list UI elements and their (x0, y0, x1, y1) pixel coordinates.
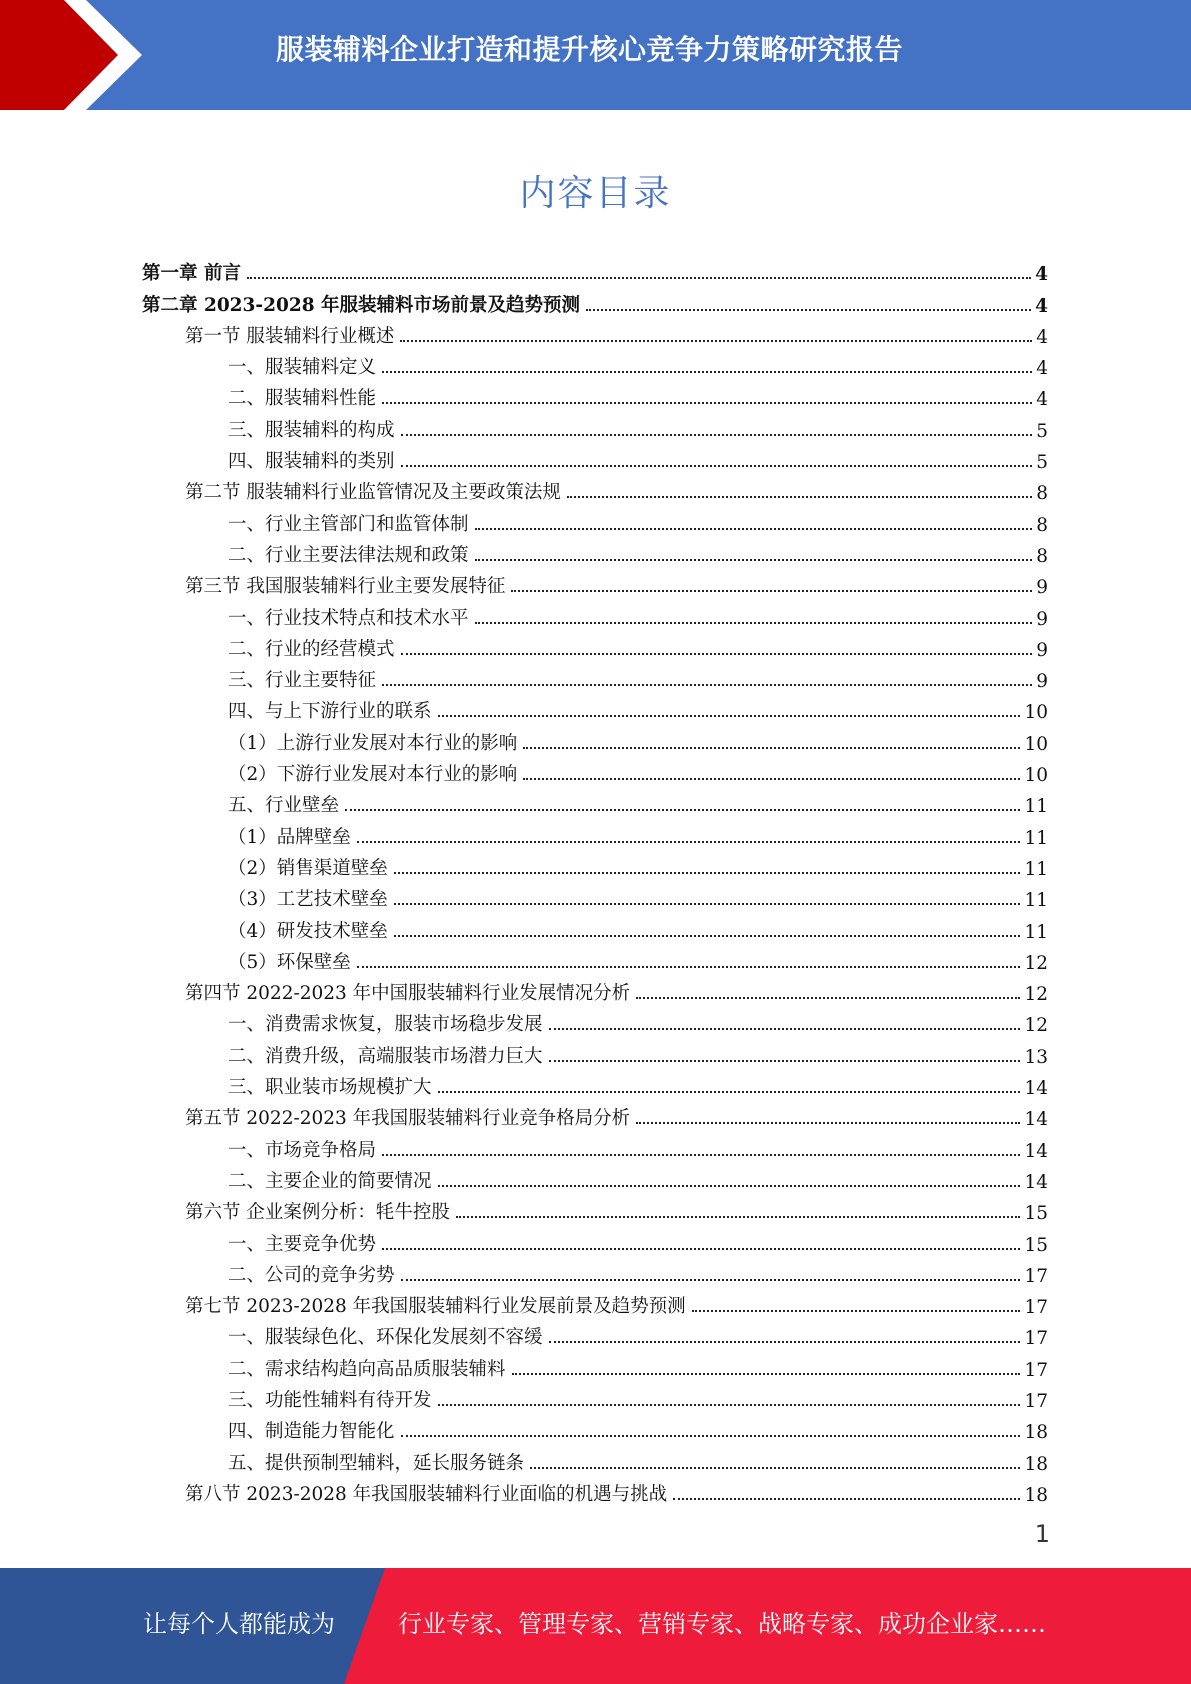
toc-entry[interactable] (142, 911, 1048, 942)
footer-slogan-right: 行业专家、管理专家、营销专家、战略专家、成功企业家…… (398, 1610, 1046, 1638)
toc-entry-title: （5）环保壁垒 (228, 951, 351, 973)
toc-entry-page: 18 (1024, 1453, 1048, 1475)
toc-entry-page: 9 (1036, 671, 1048, 693)
toc-dot-leader (247, 277, 1031, 279)
toc-dot-leader (673, 1498, 1020, 1500)
toc-entry-title: 第四节 2022-2023 年中国服装辅料行业发展情况分析 (185, 983, 631, 1005)
toc-entry-title: 五、行业壁垒 (228, 795, 340, 817)
toc-entry-title: （3）工艺技术壁垒 (228, 889, 388, 911)
toc-dot-leader (357, 966, 1021, 968)
toc-entry-page: 11 (1024, 858, 1048, 880)
toc-entry-title: 二、主要企业的简要情况 (228, 1170, 432, 1192)
toc-entry-title: 一、消费需求恢复，服装市场稳步发展 (228, 1014, 543, 1036)
toc-entry[interactable] (142, 630, 1048, 661)
toc-entry-title: 一、服装辅料定义 (228, 357, 377, 379)
toc-entry-title: 一、主要竞争优势 (228, 1233, 377, 1255)
toc-entry[interactable] (142, 974, 1048, 1005)
toc-dot-leader (357, 841, 1021, 843)
toc-entry[interactable] (142, 692, 1048, 723)
toc-entry-page: 17 (1024, 1265, 1048, 1287)
toc-dot-leader (523, 778, 1020, 780)
toc-dot-leader (636, 1122, 1020, 1124)
toc-entry-title: （1）品牌壁垒 (228, 826, 351, 848)
toc-entry-title: 二、公司的竞争劣势 (228, 1264, 395, 1286)
toc-entry-title: 二、行业的经营模式 (228, 638, 395, 660)
toc-dot-leader (636, 997, 1020, 999)
toc-entry[interactable] (142, 567, 1048, 598)
toc-entry[interactable] (142, 1130, 1048, 1161)
chevron-logo-icon (0, 0, 160, 110)
report-title: 服装辅料企业打造和提升核心竞争力策略研究报告 (276, 33, 904, 66)
toc-entry[interactable] (142, 1318, 1048, 1349)
toc-entry-page: 4 (1036, 358, 1048, 380)
toc-entry-title: 第七节 2023-2028 年我国服装辅料行业发展前景及趋势预测 (185, 1296, 686, 1318)
toc-entry[interactable] (142, 1381, 1048, 1412)
toc-dot-leader (456, 1216, 1021, 1218)
toc-entry-page: 14 (1024, 1140, 1048, 1162)
toc-entry-page: 15 (1024, 1203, 1048, 1225)
toc-entry[interactable] (142, 880, 1048, 911)
toc-entry-title: 第五节 2022-2023 年我国服装辅料行业竞争格局分析 (185, 1108, 631, 1130)
footer-slogan-left: 让每个人都能成为 (143, 1610, 335, 1638)
toc-entry-page: 17 (1024, 1359, 1048, 1381)
toc-entry[interactable] (142, 1443, 1048, 1474)
toc-dot-leader (512, 1373, 1021, 1375)
toc-dot-leader (549, 1060, 1021, 1062)
toc-dot-leader (394, 872, 1021, 874)
toc-entry[interactable] (142, 817, 1048, 848)
toc-dot-leader (438, 1091, 1021, 1093)
toc-dot-leader (692, 1310, 1021, 1312)
toc-entry-page: 8 (1036, 514, 1048, 536)
toc-entry-page: 15 (1024, 1234, 1048, 1256)
toc-entry[interactable] (142, 1005, 1048, 1036)
toc-dot-leader (438, 715, 1021, 717)
toc-entry[interactable] (142, 1162, 1048, 1193)
toc-entry-page: 13 (1024, 1046, 1048, 1068)
toc-entry-title: 五、提供预制型辅料，延长服务链条 (228, 1452, 525, 1474)
toc-entry-page: 10 (1024, 702, 1048, 724)
toc-entry-page: 11 (1024, 827, 1048, 849)
toc-entry-page: 11 (1024, 921, 1048, 943)
toc-dot-leader (382, 1248, 1020, 1250)
toc-entry-title: 二、行业主要法律法规和政策 (228, 544, 469, 566)
toc-entry-page: 8 (1036, 483, 1048, 505)
toc-entry-page: 4 (1035, 264, 1048, 286)
toc-entry[interactable] (142, 786, 1048, 817)
toc-entry-page: 12 (1024, 1015, 1048, 1037)
toc-entry[interactable] (142, 1068, 1048, 1099)
toc-entry-title: 第二章 2023-2028 年服装辅料市场前景及趋势预测 (142, 294, 581, 316)
toc-entry-page: 18 (1024, 1422, 1048, 1444)
toc-entry-page: 9 (1036, 577, 1048, 599)
toc-entry-title: （2）销售渠道壁垒 (228, 857, 388, 879)
toc-entry-title: （1）上游行业发展对本行业的影响 (228, 732, 518, 754)
toc-entry[interactable] (142, 379, 1048, 410)
toc-entry-page: 11 (1024, 890, 1048, 912)
header-banner (0, 0, 1191, 110)
toc-entry[interactable] (142, 473, 1048, 504)
toc-dot-leader (382, 1154, 1020, 1156)
footer-banner (0, 1568, 1191, 1684)
toc-entry-title: 三、行业主要特征 (228, 670, 377, 692)
toc-entry-title: 四、与上下游行业的联系 (228, 701, 432, 723)
toc-entry[interactable] (142, 317, 1048, 348)
toc-entry[interactable] (142, 254, 1048, 285)
toc-entry[interactable] (142, 723, 1048, 754)
toc-entry[interactable] (142, 1475, 1048, 1506)
toc-entry[interactable] (142, 1256, 1048, 1287)
toc-entry-page: 12 (1024, 952, 1048, 974)
toc-dot-leader (382, 402, 1032, 404)
toc-entry-title: （2）下游行业发展对本行业的影响 (228, 764, 518, 786)
toc-entry-page: 11 (1024, 796, 1048, 818)
toc-dot-leader (394, 903, 1021, 905)
toc-dot-leader (401, 653, 1033, 655)
toc-entry[interactable] (142, 536, 1048, 567)
toc-dot-leader (401, 1435, 1021, 1437)
toc-entry[interactable] (142, 943, 1048, 974)
toc-entry[interactable] (142, 285, 1048, 316)
toc-entry-title: 二、需求结构趋向高品质服装辅料 (228, 1358, 506, 1380)
toc-dot-leader (586, 309, 1031, 311)
toc-heading: 内容目录 (519, 173, 672, 214)
toc-dot-leader (475, 559, 1033, 561)
toc-entry-title: 第一节 服装辅料行业概述 (185, 325, 395, 347)
toc-entry-page: 5 (1036, 452, 1048, 474)
toc-entry-title: 第三节 我国服装辅料行业主要发展特征 (185, 576, 506, 598)
toc-entry[interactable] (142, 442, 1048, 473)
toc-entry[interactable] (142, 849, 1048, 880)
toc-entry-page: 14 (1024, 1171, 1048, 1193)
toc-entry[interactable] (142, 504, 1048, 535)
toc-dot-leader (401, 434, 1033, 436)
toc-entry[interactable] (142, 1036, 1048, 1067)
toc-dot-leader (475, 528, 1033, 530)
toc-dot-leader (549, 1028, 1021, 1030)
toc-entry-title: 四、服装辅料的类别 (228, 451, 395, 473)
table-of-contents (142, 254, 1048, 1506)
toc-entry-title: 三、功能性辅料有待开发 (228, 1389, 432, 1411)
toc-entry-page: 9 (1036, 608, 1048, 630)
toc-entry-page: 14 (1024, 1078, 1048, 1100)
toc-entry-page: 17 (1024, 1390, 1048, 1412)
toc-entry-title: 一、行业主管部门和监管体制 (228, 513, 469, 535)
toc-entry-page: 4 (1035, 295, 1048, 317)
toc-dot-leader (382, 684, 1032, 686)
toc-entry[interactable] (142, 348, 1048, 379)
toc-entry[interactable] (142, 1099, 1048, 1130)
toc-entry-title: 第八节 2023-2028 年我国服装辅料行业面临的机遇与挑战 (185, 1483, 668, 1505)
toc-entry-page: 17 (1024, 1328, 1048, 1350)
toc-entry[interactable] (142, 661, 1048, 692)
toc-dot-leader (475, 622, 1033, 624)
toc-entry-page: 17 (1024, 1297, 1048, 1319)
toc-entry[interactable] (142, 755, 1048, 786)
toc-entry[interactable] (142, 1412, 1048, 1443)
toc-entry-title: 四、制造能力智能化 (228, 1421, 395, 1443)
toc-entry-title: 一、服装绿色化、环保化发展刻不容缓 (228, 1327, 543, 1349)
page-number: 1 (1034, 1520, 1050, 1548)
toc-dot-leader (401, 1279, 1021, 1281)
toc-dot-leader (394, 935, 1021, 937)
toc-entry-title: （4）研发技术壁垒 (228, 920, 388, 942)
toc-entry-page: 18 (1024, 1484, 1048, 1506)
toc-dot-leader (345, 809, 1020, 811)
toc-entry-title: 一、行业技术特点和技术水平 (228, 607, 469, 629)
toc-entry-page: 12 (1024, 984, 1048, 1006)
toc-entry-page: 14 (1024, 1109, 1048, 1131)
toc-entry-title: 第二节 服装辅料行业监管情况及主要政策法规 (185, 482, 561, 504)
toc-entry[interactable] (142, 1193, 1048, 1224)
toc-entry-title: 二、消费升级，高端服装市场潜力巨大 (228, 1045, 543, 1067)
toc-entry[interactable] (142, 1224, 1048, 1255)
toc-dot-leader (511, 590, 1032, 592)
toc-entry-page: 8 (1036, 545, 1048, 567)
toc-entry-title: 一、市场竞争格局 (228, 1139, 377, 1161)
toc-entry-page: 5 (1036, 420, 1048, 442)
toc-dot-leader (523, 747, 1020, 749)
toc-dot-leader (567, 496, 1032, 498)
toc-entry-title: 三、服装辅料的构成 (228, 419, 395, 441)
toc-dot-leader (401, 465, 1033, 467)
toc-entry-page: 10 (1024, 765, 1048, 787)
toc-entry-title: 二、服装辅料性能 (228, 388, 377, 410)
toc-dot-leader (438, 1404, 1021, 1406)
toc-entry[interactable] (142, 1349, 1048, 1380)
toc-dot-leader (530, 1467, 1020, 1469)
toc-entry-page: 4 (1036, 326, 1048, 348)
toc-entry[interactable] (142, 1287, 1048, 1318)
toc-dot-leader (382, 371, 1032, 373)
toc-entry-page: 4 (1036, 389, 1048, 411)
toc-dot-leader (400, 340, 1032, 342)
toc-dot-leader (438, 1185, 1021, 1187)
toc-entry[interactable] (142, 410, 1048, 441)
toc-entry-title: 第一章 前言 (142, 263, 241, 285)
toc-dot-leader (549, 1341, 1021, 1343)
toc-entry-title: 第六节 企业案例分析：牦牛控股 (185, 1202, 450, 1224)
toc-entry-page: 9 (1036, 639, 1048, 661)
toc-entry-title: 三、职业装市场规模扩大 (228, 1077, 432, 1099)
toc-entry-page: 10 (1024, 733, 1048, 755)
toc-entry[interactable] (142, 598, 1048, 629)
